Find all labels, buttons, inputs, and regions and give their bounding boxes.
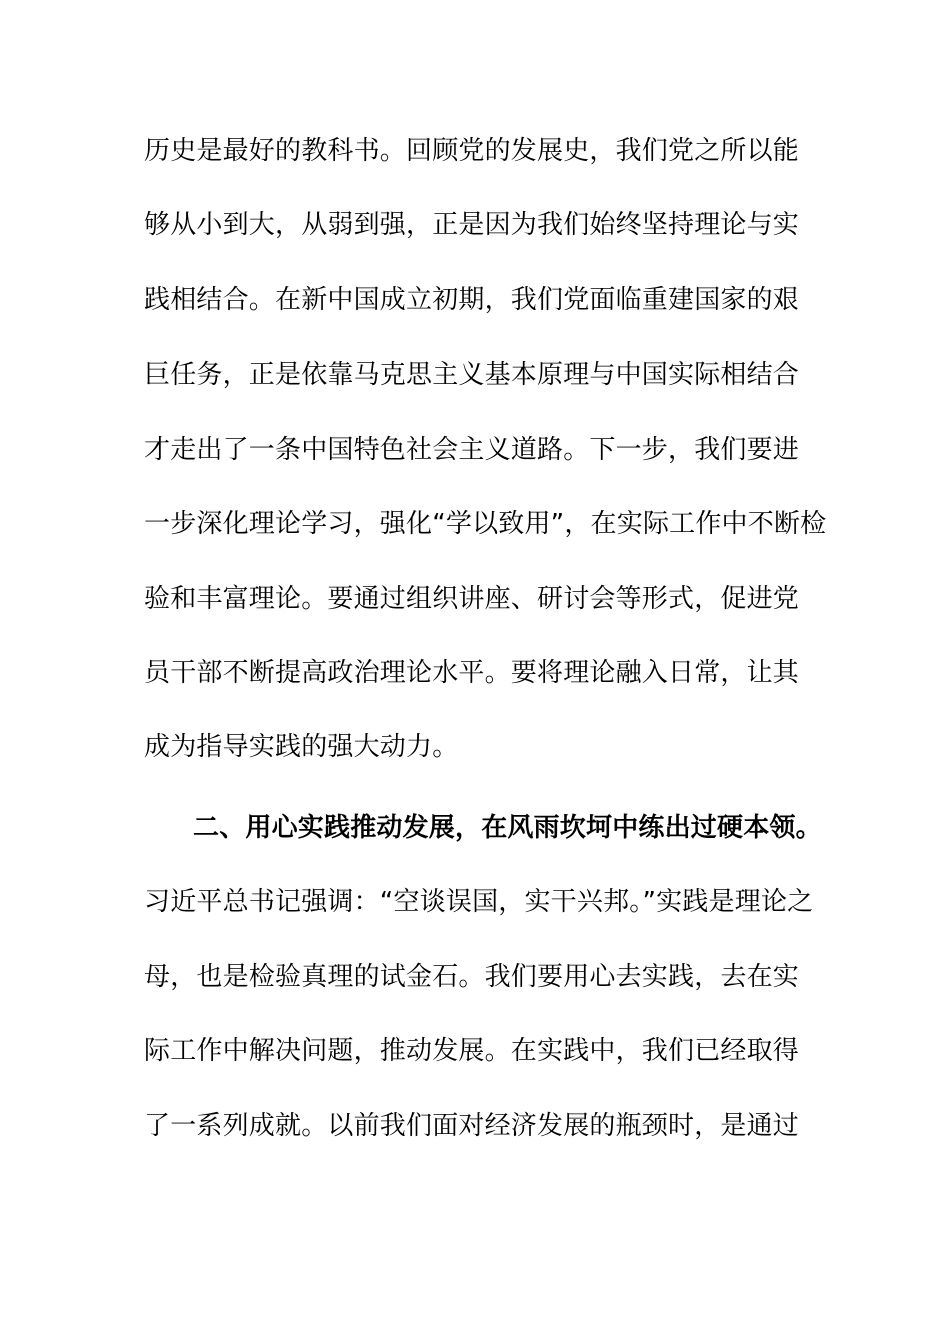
body-text-line: 习近平总书记强调：“空谈误国，实干兴邦。”实践是理论之 [144, 887, 814, 917]
body-text-line: 巨任务，正是依靠马克思主义基本原理与中国实际相结合 [144, 360, 800, 390]
body-text-line: 一步深化理论学习，强化“学以致用”，在实际工作中不断检 [144, 509, 827, 539]
body-text-line: 成为指导实践的强大动力。 [144, 732, 459, 762]
body-text-line: 历史是最好的教科书。回顾党的发展史，我们党之所以能 [144, 136, 800, 166]
body-text-line: 才走出了一条中国特色社会主义道路。下一步，我们要进 [144, 435, 800, 465]
body-text-line: 践相结合。在新中国成立初期，我们党面临重建国家的艰 [144, 285, 800, 315]
body-text-line: 够从小到大，从弱到强，正是因为我们始终坚持理论与实 [144, 210, 800, 240]
body-text-line: 母，也是检验真理的试金石。我们要用心去实践，去在实 [144, 962, 800, 992]
body-text-line: 了一系列成就。以前我们面对经济发展的瓶颈时，是通过 [144, 1111, 800, 1141]
body-text-line: 验和丰富理论。要通过组织讲座、研讨会等形式，促进党 [144, 584, 800, 614]
section-heading: 二、用心实践推动发展，在风雨坎坷中练出过硬本领。 [193, 813, 822, 843]
body-text-line: 员干部不断提高政治理论水平。要将理论融入日常，让其 [144, 658, 800, 688]
body-text-line: 际工作中解决问题，推动发展。在实践中，我们已经取得 [144, 1036, 800, 1066]
